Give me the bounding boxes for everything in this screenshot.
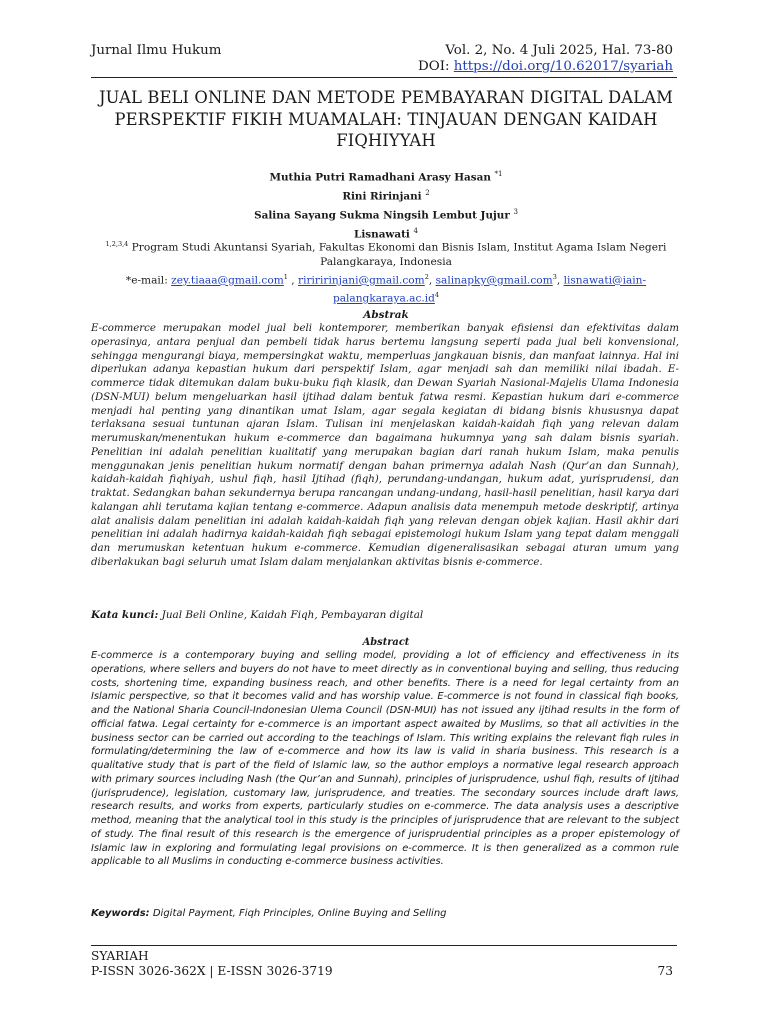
kata-kunci-label: Kata kunci: (91, 609, 159, 621)
email-link-1[interactable]: zey.tiaaa@gmail.com (171, 274, 284, 287)
journal-name: Jurnal Ilmu Hukum (91, 43, 222, 58)
email-link-2[interactable]: ririririnjani@gmail.com (298, 274, 425, 287)
email-link-3[interactable]: salinapky@gmail.com (435, 274, 553, 287)
keywords-label: Keywords: (91, 908, 150, 919)
abstract-heading: Abstract (362, 637, 410, 648)
affiliation-text: $^{1,2,3,4}$ Program Studi Akuntansi Syariah, Fakultas Ekonomi dan Bisnis Islam, Institut Agama Islam Negeri Palangkaraya, Indonesia (105, 240, 667, 269)
keywords-text: Digital Payment, Fiqh Principles, Online Buying and Selling (152, 908, 447, 919)
author-1: Muthia Putri Ramadhani Arasy Hasan $^{*1}$ (269, 170, 503, 184)
abstrak-heading: Abstrak (363, 309, 409, 321)
author-list (91, 167, 681, 243)
volume-info: Vol. 2, No. 4 Juli 2025, Hal. 73-80 (445, 43, 673, 58)
doi-link[interactable]: https://doi.org/10.62017/syariah (453, 59, 673, 74)
footer-rule (91, 945, 677, 946)
keywords (91, 907, 679, 921)
author-4: Lisnawati $^4$ (354, 227, 418, 241)
kata-kunci (91, 608, 679, 622)
author-3: Salina Sayang Sukma Ningsih Lembut Jujur $^3$ (254, 208, 518, 222)
email-label: *e-mail: (125, 274, 168, 287)
author-2: Rini Ririnjani $^2$ (342, 189, 430, 203)
kata-kunci-text: Jual Beli Online, Kaidah Fiqh, Pembayaran digital (161, 609, 424, 621)
header-rule (91, 77, 677, 78)
doi-line (418, 59, 673, 75)
email-line: *e-mail: zey.tiaaa@gmail.com$^1$ , ririririnjani@gmail.com$^2$, salinapky@gmail.com$^3$, $lisnawati@iain-palangkaraya.ac.id^4$ (125, 273, 647, 305)
abstract-body: E-commerce is a contemporary buying and selling model, providing a lot of efficiency and effectiveness in its operations, where sellers and buyers do not have to meet directly as in conventional buying and selling, thus reducing costs, shortening time, expanding business reach, and other benefits. There is a need for legal certainty from an Islamic perspective, so that it becomes valid and has worship value. E-commerce is not found in classical fiqh books, and the National Sharia Council-Indonesian Ulema Council (DSN-MUI) has not issued any ijtihad results in the form of official fatwa. Legal certainty for e-commerce is an important aspect awaited by Muslims, so that all activities in the business sector can be carried out according to the teachings of Islam. This writing explains the relevant fiqh rules in formulating/determining the law of e-commerce and how its law is valid in sharia business. This research is a qualitative study that is part of the field of Islamic law, so the author employs a normative legal research approach with primary sources including Nash (the Qur’an and Sunnah), principles of jurisprudence, ushul fiqh, results of Ijtihad (jurisprudence), legislation, customary law, jurisprudence, and treaties. The secondary sources include draft laws, research results, and works from experts, particularly studies on e-commerce. The data analysis uses a descriptive method, meaning that the analytical tool in this study is the principles of jurisprudence that are relevant to the subject of study. The final result of this research is the emergence of jurisprudential principles as a proper epistemology of Islamic law in exploring and formulating legal provisions on e-commerce. It is then generalized as a common rule applicable to all Muslims in conducting e-commerce business activities. (91, 650, 679, 868)
abstrak-body: E-commerce merupakan model jual beli kontemporer, memberikan banyak efisiensi dan efektivitas dalam operasinya, antara penjual dan pembeli tidak harus bertemu langsung seperti pada jual beli konvensional, sehingga mengurangi biaya, mempersingkat waktu, memperluas jangkauan bisnis, dan manfaat lainnya. Hal ini diperlukan adanya kepastian hukum dari perspektif Islam, agar menjadi sah dan memiliki nilai ibadah. E-commerce tidak ditemukan dalam buku-buku fiqh klasik, dan Dewan Syariah Nasional-Majelis Ulama Indonesia (DSN-MUI) belum mengeluarkan hasil ijtihad dalam bentuk fatwa resmi. Kepastian hukum dari e-commerce menjadi hal penting yang dinantikan umat Islam, agar segala kegiatan di bidang bisnis khususnya dapat terlaksana sesuai tuntunan ajaran Islam. Tulisan ini menjelaskan kaidah-kaidah fiqh yang relevan dalam merumuskan/menentukan hukum e-commerce dan bagaimana hukumnya yang sah dalam bisnis syariah. Penelitian ini adalah penelitian kualitatif yang merupakan bagian dari ranah hukum Islam, maka penulis menggunakan jenis penelitian hukum normatif dengan bahan primernya adalah Nash (Qur’an dan Sunnah), kaidah-kaidah fiqhiyah, ushul fiqh, hasil Ijtihad (fiqh), perundang-undangan, hukum adat, yurisprudensi, dan traktat. Sedangkan bahan sekundernya berupa rancangan undang-undang, hasil-hasil penelitian, hasil karya dari kalangan ahli terutama kajian tentang e-commerce. Adapun analisis data menempuh metode deskriptif, artinya alat analisis dalam penelitian ini adalah kaidah-kaidah fiqh yang relevan dengan objek kajian. Hasil akhir dari penelitian ini adalah hadirnya kaidah-kaidah fiqh sebagai epistemologi hukum Islam yang tepat dalam menggali dan merumuskan ketentuan hukum e-commerce. Kemudian digeneralisasikan sebagai aturan umum yang diberlakukan bagi seluruh umat Islam dalam menjalankan aktivitas bisnis e-commerce. (91, 323, 679, 568)
footer-journal: SYARIAH (91, 949, 149, 963)
affiliation (91, 237, 681, 307)
footer-issn: P-ISSN 3026-362X | E-ISSN 3026-3719 (91, 964, 333, 978)
article-title: JUAL BELI ONLINE DAN METODE PEMBAYARAN DIGITAL DALAM PERSPEKTIF FIKIH MUAMALAH: TINJAUAN DENGAN KAIDAH FIQHIYYAH (99, 88, 673, 150)
email-link-4[interactable]: lisnawati@iain-palangkaraya.ac.id (332, 274, 647, 305)
doi-label: DOI: (418, 59, 450, 74)
page-number: 73 (657, 964, 673, 978)
